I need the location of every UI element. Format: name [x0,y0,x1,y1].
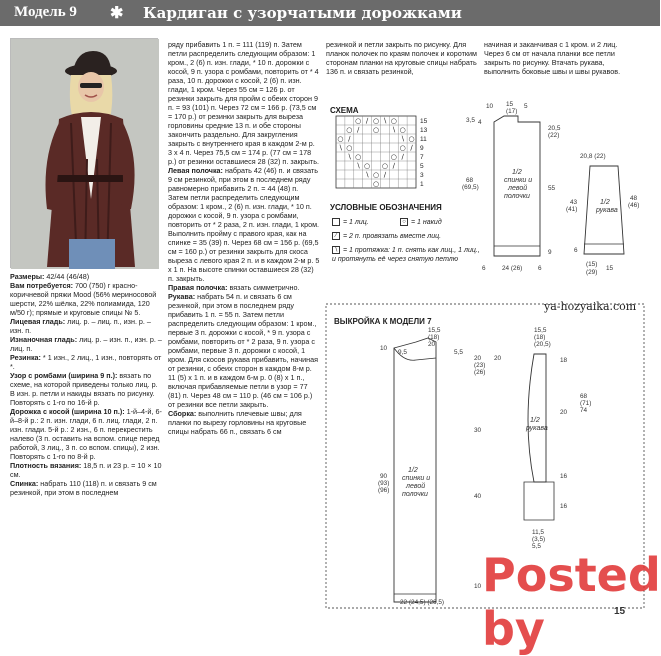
paragraph: Узор с ромбами (ширина 9 п.): вязать по схеме, на которой приведены только лиц. р. В изн. р. петли и накиды вязать по рисунку. Повторять с 1-го по 16-й р. [10,371,158,407]
bottom-sleeve-label-1: 1/2 [530,417,540,424]
row-number: 7 [420,154,424,162]
yarn-over-icon: ○ [355,117,362,126]
k2tog-icon: ∕ [348,135,351,144]
paragraph: Сборка: выполнить плечевые швы; для планки по вырезу горловины на круговые спицы набрать 66 п., связать 6 см [168,409,307,436]
dim-label: 3,5 [466,117,475,124]
back-label-2: спинки и [504,177,533,184]
bottom-back-label-2: спинки и [402,475,431,482]
dim-label: 15 [506,101,514,108]
row-number: 9 [420,145,424,153]
dim-label: 15 [606,265,614,272]
dim-label: 55 [548,185,556,192]
paragraph: Размеры: 42/44 (46/48) [10,272,90,281]
dim-label: 5,5 [454,349,463,356]
dim-label: 6 [574,247,578,254]
text-column-4: начиная и заканчивая с 1 кром. и 2 лиц. Через 6 см от начала планки все петли закрыть по рисунку. Втачать рукава, выполнить боковые швы и швы рукавов. [484,40,621,76]
dim-label: 20 [494,355,502,362]
dim-label: 43 [570,199,578,206]
dim-label: 22 (24,5) (26,5) [400,599,445,606]
dim-label: (96) [378,487,390,494]
dim-label: 15,5 [534,327,547,334]
paragraph: Рукава: набрать 54 п. и связать 6 см резинкой, при этом в последнем ряду прибавить 1 п. = 55 п. Затем петли распределить следующим образом: 1 кром., первые 3 п. дорожки с косой, * 9 п. узора с ромбами, повторить от * 2 раза, 9 п. узора с ромбами, первые 3 п. дорожки с косой, 1 кром. Для скосов рукава прибавить, начиная от резинки, с обеих сторон в каждом 8-м р. 11 (5) х 1 п. и в каждом 6-м р. 0 (8) х 1 п., включая прибавляемые петли в узор = 77 (81) п. Через 48 см = 110 р. (46 см = 106 р.) от резинки все петли закрыть. [168,292,319,409]
dim-label: 9,5 [398,349,407,356]
row-number: 5 [420,163,424,171]
dim-label: 68 [580,393,588,400]
legend-item-ssk: ∖ = 1 протяжка: 1 п. снять как лиц., 1 лиц., и протянуть её через снятую петлю [332,247,480,263]
site-url: ya-hozyaika.com [544,300,637,313]
scheme-title: СХЕМА [330,106,359,115]
k2tog-icon: ∕ [332,232,340,240]
dim-label: 40 [474,493,482,500]
knit-stitch-icon [332,218,340,226]
dim-label: (22) [548,132,560,139]
dim-label: (3,5) [532,536,546,543]
dim-label: 5,5 [532,543,541,550]
yarn-over-icon: ○ [372,117,380,126]
yarn-over-icon: ○ [372,171,380,180]
header-bar [0,0,660,26]
text-column-1 [10,272,162,592]
slip-knit-pass-icon: ∖ [338,144,343,153]
dim-label: 48 [630,195,638,202]
slip-knit-pass-icon: ∖ [400,135,405,144]
bottom-back-label-1: 1/2 [408,467,418,474]
legend-item-knit: = 1 лиц. [332,218,369,226]
yarn-over-icon: ○ [355,153,362,162]
yarn-over-icon: ○ [408,135,415,144]
dim-label: (29) [586,269,598,276]
paragraph: Левая полочка: набрать 42 (46) п. и связать 9 см резинкой, при этом в последнем ряду равномерно прибавить 2 п. = 44 (48) п. Затем петли распределить следующим образом: 1 кром., 2 (6) п. изн. глади, * 10 п. дорожки с косой, 9 п. узора с ромбами, повторить от * 2 раза, 2 п. изн. глади, 1 кром. Выполнить пройму с правого края, как на спинке = 35 (39) п. Через 68 см = 156 р. (69,5 см = 160 р.) от резинки закрыть для скоса выреза с левого края 2 п. и в каждом 2-м р. 5 х 1 п. На высоте спинки оставшиеся 28 (32) п. закрыть. [168,166,320,283]
text-column-3: резинкой и петли закрыть по рисунку. Для планок полочек по краям полочек и коротким сторонам планки на круговые спицы набрать 136 п. и связать резинкой, [326,40,477,76]
pattern-title: ВЫКРОЙКА К МОДЕЛИ 7 [334,317,432,326]
k2tog-icon: ∕ [401,153,404,162]
dim-label: (15) [586,261,598,268]
dim-label: 18 [560,357,568,364]
page-number: 15 [614,606,626,617]
dim-label: 20 [560,409,568,416]
woman-in-cardigan-illustration [11,39,159,269]
k2tog-icon: ∕ [410,144,413,153]
dim-label: (41) [566,206,578,213]
yarn-over-icon: ○ [399,126,406,135]
pattern-diagram-top [460,101,660,282]
k2tog-icon: ∕ [383,171,387,180]
sleeve-label-2: рукава [596,207,618,214]
watermark: Posted by [482,548,661,656]
back-label-4: полочки [504,193,530,200]
dim-label: 6 [482,265,486,272]
k2tog-icon: ∕ [392,162,395,171]
bottom-back-label-3: левой [406,483,426,490]
yarn-over-icon: ○ [364,162,371,171]
paragraph: ряду прибавить 1 п. = 111 (119) п. Затем петли распределить следующим образом: 1 кром., 2 (6) п. изн. глади, * 10 п. дорожки с косой, 9 п. узора с ромбами, повторить от * 4 раза, 10 п. дорожки с косой, 2 (6) п. изн. глади, 1 кром. Через 55 см = 126 р. от резинки закрыть для пройм с обеих сторон 9 п. = 93 (101) п. Через 72 см = 166 р. (73,5 см = 170 р.) от резинки закрыть для выреза горловины средние 13 п. и обе стороны закончить раздельно. Для закругления закрыть с внутреннего края в каждом 2-м р. 3 х 4 п. Через 75,5 см = 174 р. (77 см = 178 р.) от резинки оставшиеся 28 (32) п. закрыть. [168,40,319,166]
yarn-over-icon: ○ [400,218,408,226]
legend-title: УСЛОВНЫЕ ОБОЗНАЧЕНИЯ [330,203,442,212]
dim-label: (17) [506,108,518,115]
paragraph: Спинка: набрать 110 (118) п. и связать 9 см резинкой, при этом в последнем [10,479,157,497]
dim-label: (23) [474,362,486,369]
bottom-back-label-4: полочки [402,491,428,498]
k2tog-icon: ∕ [365,117,369,126]
dim-label: 74 [580,407,588,414]
paragraph: Резинка: * 1 изн., 2 лиц., 1 изн., повторять от *. [10,353,162,371]
dim-label: (46) [628,202,640,209]
slip-knit-pass-icon: ∖ [355,162,361,171]
slip-knit-pass-icon: ∖ [332,246,340,254]
paragraph: Лицевая гладь: лиц. р. – лиц. п., изн. р. – изн. п. [10,317,151,335]
dim-label: 24 (26) [502,265,523,272]
bottom-sleeve-label-2: рукава [526,425,548,432]
dim-label: 20,5 [548,125,561,132]
dim-label: 68 [466,177,474,184]
dim-label: 20 [428,341,436,348]
dim-label: 5 [524,103,528,110]
legend-item-k2tog: ∕ = 2 п. провязать вместе лиц. [332,232,441,240]
model-photo [10,38,158,268]
yarn-over-icon: ○ [346,144,353,153]
dim-label: 90 [380,473,388,480]
sleeve-label-1: 1/2 [600,199,610,206]
dim-label: 30 [474,427,482,434]
dim-label: 10 [380,345,388,352]
dim-label: 11,5 [532,529,544,536]
yarn-over-icon: ○ [372,126,380,135]
paragraph: Правая полочка: вязать симметрично. [168,283,300,292]
scheme-grid [330,114,435,190]
slip-knit-pass-icon: ∖ [347,153,352,162]
yarn-over-icon: ○ [390,153,397,162]
slip-knit-pass-icon: ∖ [382,117,388,126]
legend-item-yarnover: ○ = 1 накид [400,218,442,226]
dim-label: 15,5 [428,327,441,334]
paragraph: Изнаночная гладь: лиц. р. – изн. п., изн. р. – лиц. п. [10,335,162,353]
yarn-over-icon: ○ [346,126,353,135]
k2tog-icon: ∕ [357,126,360,135]
back-label-1: 1/2 [512,169,522,176]
dim-label: (18) [534,334,546,341]
dim-label: 10 [474,583,482,590]
dim-label: 9 [548,249,552,256]
dim-label: 6 [538,265,542,272]
page-title: Кардиган с узорчатыми дорожками [143,4,462,22]
model-label: Модель 9 [14,4,77,20]
asterisk-icon: ✱ [110,5,124,22]
yarn-over-icon: ○ [390,117,397,126]
paragraph: Дорожка с косой (ширина 10 п.): 1-й–4-й, 6-й–8-й р.: 2 п. изн. глади, 6 п. лиц. глади, 2 п. изн. глади. 5-й р.: 2 изн., 6 п. перекрестить налево (3 п. оставить на вспом. спице перед работой, 3 лиц., 3 п. со вспом. спицы), 2 изн. Повторять с 1-го по 8-й р. [10,407,162,461]
dim-label: 16 [560,473,568,480]
row-number: 1 [420,181,424,189]
dim-label: (26) [474,369,486,376]
row-number: 11 [420,136,427,144]
dim-label: 16 [560,503,568,510]
text-column-2 [168,40,320,602]
paragraph: Вам потребуется: 700 (750) г красно-коричневой пряжи Mood (56% мериносовой шерсти, 22% шёлка, 22% полиамида, 120 м/50 г); прямые и круговые спицы № 5. [10,281,157,317]
row-number: 3 [420,172,424,180]
yarn-over-icon: ○ [381,162,388,171]
dim-label: (20,5) [534,341,551,348]
dim-label: 20,8 (22) [580,153,606,160]
slip-knit-pass-icon: ∖ [364,171,370,180]
dim-label: 20 [474,355,482,362]
dim-label: 4 [478,119,482,126]
dim-label: (93) [378,480,390,487]
back-label-3: левой [508,185,528,192]
paragraph: Плотность вязания: 18,5 п. и 23 р. = 10 × 10 см. [10,461,162,479]
yarn-over-icon: ○ [399,144,406,153]
dim-label: (69,5) [462,184,479,191]
row-number: 15 [420,118,428,126]
yarn-over-icon: ○ [337,135,344,144]
row-number: 13 [420,127,428,135]
dim-label: (71) [580,400,592,407]
yarn-over-icon: ○ [372,180,380,189]
dim-label: (18) [428,334,440,341]
dim-label: 10 [486,103,494,110]
slip-knit-pass-icon: ∖ [391,126,397,135]
